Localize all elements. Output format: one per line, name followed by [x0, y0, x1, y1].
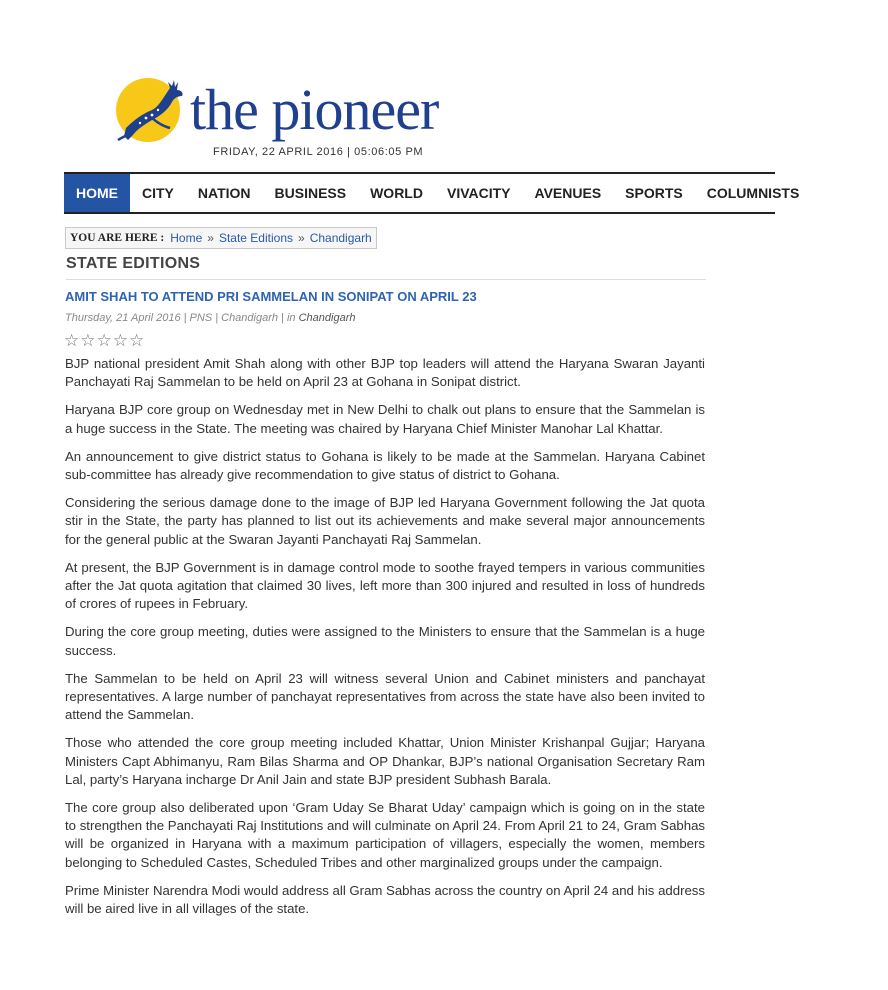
- star-icon[interactable]: ☆: [112, 331, 128, 350]
- article-paragraph: An announcement to give district status to Gohana is likely to be made at the Sammelan. Haryana Cabinet sub-committee has already give recommendation to give status of district to Gohana.: [65, 448, 705, 483]
- nav-item-city[interactable]: CITY: [142, 185, 174, 201]
- nav-item-home[interactable]: HOME: [64, 174, 130, 212]
- nav-item-vivacity[interactable]: VIVACITY: [446, 185, 511, 201]
- nav-item-business[interactable]: BUSINESS: [274, 185, 347, 201]
- nav-item-sports[interactable]: SPORTS: [625, 185, 683, 201]
- article-paragraph: Haryana BJP core group on Wednesday met in New Delhi to chalk out plans to ensure that the Sammelan is a huge success in the State. The meeting was chaired by Haryana Chief Minister Manohar Lal Khattar.: [65, 402, 705, 436]
- rating-stars: [64, 332, 144, 350]
- article-paragraph: During the core group meeting, duties were assigned to the Ministers to ensure that the Sammelan is a huge success.: [65, 624, 705, 658]
- article-paragraph: Those who attended the core group meeting included Khattar, Union Minister Krishanpal Gujjar; Haryana Ministers Capt Abhimanyu, Ram Bilas Sharma and OP Dhankar, BJP’s national Organisation Secretary Ram Lal, party’s Haryana incharge Dr Anil Jain and state BJP president Subhash Barala.: [65, 735, 705, 787]
- article-paragraph: The core group also deliberated upon ‘Gram Uday Se Bharat Uday’ campaign which is going on in the state to strengthen the Panchayati Raj Institutions and will culminate on April 24. From April 21 to 24, Gram Sabhas will be organized in Haryana with a maximum participation of villagers, especially the women, members belonging to Scheduled Castes, Scheduled Tribes and other marginalized groups under the campaign.: [65, 800, 705, 870]
- breadcrumb-link-chandigarh[interactable]: Chandigarh: [309, 231, 372, 245]
- article-meta-info: Thursday, 21 April 2016 | PNS | Chandigarh | in: [65, 312, 296, 324]
- star-icon[interactable]: ☆: [80, 331, 96, 350]
- nav-item-columnists[interactable]: COLUMNISTS: [706, 185, 800, 201]
- article-meta: [65, 312, 355, 324]
- main-navigation: [64, 172, 800, 214]
- article-paragraph: Considering the serious damage done to the image of BJP led Haryana Government following the Jat quota stir in the State, the party has planned to list out its achievements and make several major announcements for the general public at the Swaran Jayanti Panchayati Raj Sammelan.: [65, 495, 705, 547]
- article-paragraph: BJP national president Amit Shah along with other BJP top leaders will attend the Haryana Swaran Jayanti Panchayati Raj Sammelan to be held on April 23 at Gohana in Sonipat district.: [65, 356, 705, 390]
- breadcrumb-link-home[interactable]: Home: [170, 231, 203, 245]
- article-body: [65, 355, 705, 928]
- breadcrumb-separator: »: [298, 231, 305, 245]
- nav-item-world[interactable]: WORLD: [370, 185, 423, 201]
- article-paragraph: The Sammelan to be held on April 23 will witness several Union and Cabinet ministers and panchayat representatives. A large number of panchayat representatives from across the state have also been invited to attend the Sammelan.: [65, 670, 705, 723]
- breadcrumb-label: YOU ARE HERE :: [70, 232, 165, 244]
- star-icon[interactable]: ☆: [129, 331, 145, 350]
- breadcrumb-link-state-editions[interactable]: State Editions: [218, 231, 293, 245]
- article-paragraph: Prime Minister Narendra Modi would address all Gram Sabhas across the country on April 24 and his address will be aired live in all villages of the state.: [65, 882, 705, 917]
- breadcrumb-separator: »: [207, 231, 214, 245]
- star-icon[interactable]: ☆: [64, 331, 80, 350]
- nav-item-avenues[interactable]: AVENUES: [534, 185, 602, 201]
- article-headline[interactable]: AMIT SHAH TO ATTEND PRI SAMMELAN IN SONIPAT ON APRIL 23: [65, 289, 477, 304]
- leaping-deer-icon: [112, 70, 192, 150]
- article-category-link[interactable]: Chandigarh: [298, 312, 356, 324]
- article-paragraph: At present, the BJP Government is in damage control mode to soothe frayed tempers in various communities after the Jat quota agitation that claimed 30 lives, left more than 300 injured and resulted in loss of hundreds of crores of rupees in February.: [65, 559, 705, 612]
- logo-wordmark: the pioneer: [190, 77, 439, 142]
- section-title: STATE EDITIONS: [66, 255, 706, 280]
- current-date-time: FRIDAY, 22 APRIL 2016 | 05:06:05 PM: [213, 146, 424, 158]
- nav-item-nation[interactable]: NATION: [197, 185, 251, 201]
- star-icon[interactable]: ☆: [96, 331, 112, 350]
- breadcrumb: [65, 227, 377, 249]
